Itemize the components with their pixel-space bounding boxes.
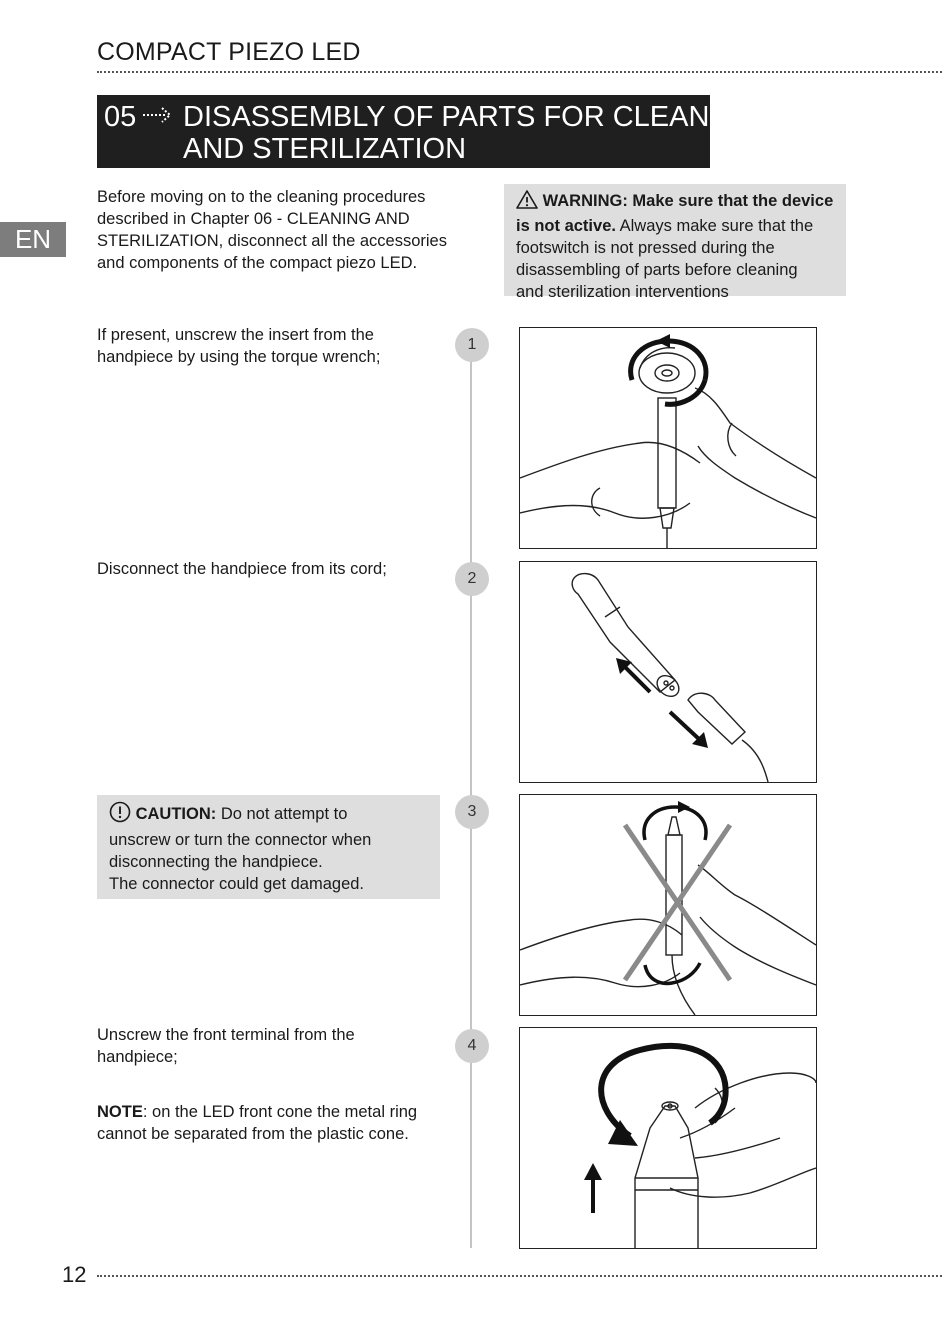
note-label: NOTE (97, 1103, 143, 1121)
step-text-line: If present, unscrew the insert from the (97, 326, 374, 344)
step-3-illustration (519, 794, 817, 1016)
dotted-arrow-icon (142, 105, 176, 130)
note-text: : on the LED front cone the metal ring (142, 1103, 418, 1121)
warning-box (504, 184, 846, 301)
caution-label: CAUTION: (135, 805, 217, 823)
caution-text: The connector could get damaged. (109, 875, 365, 893)
note-text: cannot be separated from the plastic cone. (97, 1125, 409, 1143)
warning-label: WARNING: Make sure that the device (542, 192, 834, 210)
warning-text: and sterilization interventions (516, 283, 729, 301)
step-badge-4: 4 (455, 1029, 489, 1063)
warning-triangle-icon (516, 190, 538, 215)
header-divider (97, 71, 942, 73)
step-1-illustration (519, 327, 817, 549)
handpiece-cord-illustration (520, 562, 816, 782)
caution-exclamation-icon (109, 801, 131, 829)
intro-paragraph (97, 186, 467, 274)
warning-text: Always make sure that the (615, 217, 814, 235)
step-text-line: handpiece; (97, 1048, 178, 1066)
note-paragraph (97, 1101, 447, 1145)
step-badge-1: 1 (455, 328, 489, 362)
step-text-line: Disconnect the handpiece from its cord; (97, 560, 387, 578)
step-1-text (97, 324, 442, 368)
do-not-turn-connector-illustration (520, 795, 816, 1015)
step-text-line: handpiece by using the torque wrench; (97, 348, 381, 366)
torque-wrench-illustration (520, 328, 816, 548)
product-title: COMPACT PIEZO LED (97, 38, 361, 66)
warning-text: footswitch is not pressed during the (516, 239, 775, 257)
step-4-illustration (519, 1027, 817, 1249)
warning-label-cont: is not active. (516, 217, 616, 235)
footer-divider (97, 1275, 942, 1277)
step-2-illustration (519, 561, 817, 783)
front-terminal-unscrew-illustration (520, 1028, 816, 1248)
section-title-box (97, 95, 761, 168)
step-badge-3: 3 (455, 795, 489, 829)
intro-line: and components of the compact piezo LED. (97, 254, 418, 272)
step-4-text (97, 1024, 442, 1068)
intro-line: described in Chapter 06 - CLEANING AND (97, 210, 410, 228)
section-title-line1: DISASSEMBLY OF PARTS FOR CLEANING (183, 101, 761, 133)
caution-box (97, 795, 440, 899)
section-title-line2: AND STERILIZATION (183, 133, 467, 165)
step-text-line: Unscrew the front terminal from the (97, 1026, 355, 1044)
caution-text: disconnecting the handpiece. (109, 853, 323, 871)
caution-text: unscrew or turn the connector when (109, 831, 372, 849)
intro-line: Before moving on to the cleaning procedures (97, 188, 426, 206)
step-badge-2: 2 (455, 562, 489, 596)
language-tab: EN (0, 222, 66, 257)
section-number: 05 (104, 101, 137, 133)
step-2-text (97, 558, 442, 580)
caution-text: Do not attempt to (216, 805, 348, 823)
warning-text: disassembling of parts before cleaning (516, 261, 798, 279)
page-number: 12 (62, 1262, 87, 1287)
intro-line: STERILIZATION, disconnect all the accessories (97, 232, 447, 250)
